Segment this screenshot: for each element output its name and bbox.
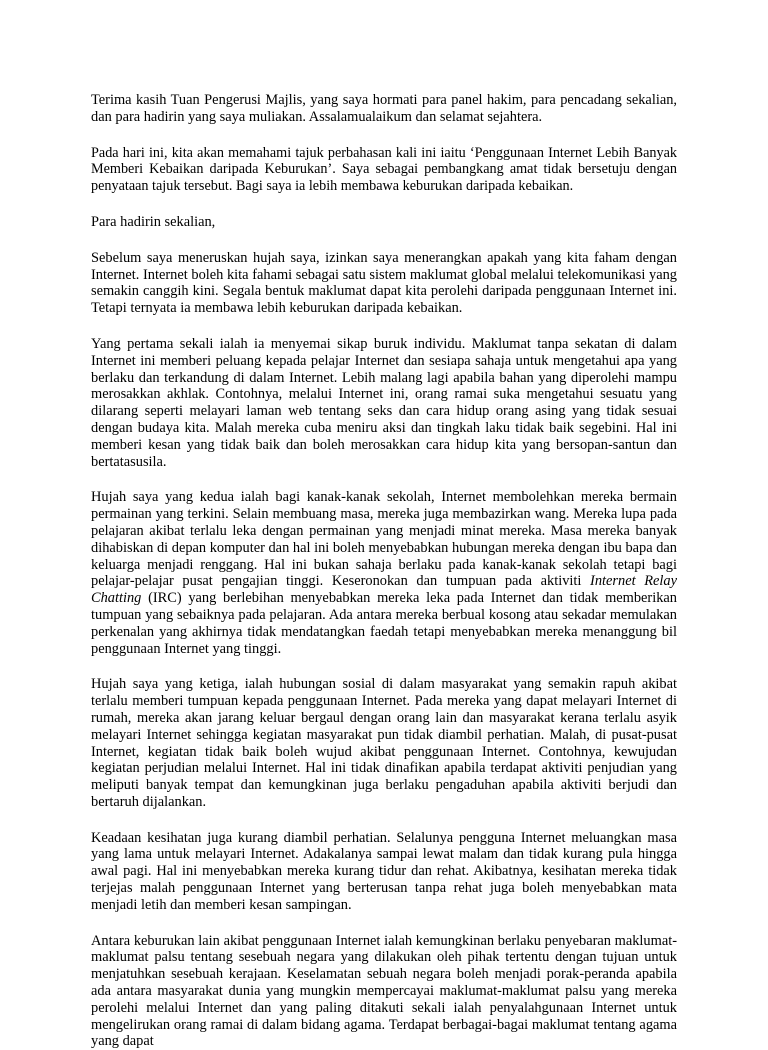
paragraph-address: Para hadirin sekalian, bbox=[91, 213, 216, 230]
paragraph-first-argument: Yang pertama sekali ialah ia menyemai sikap buruk individu. Maklumat tanpa sekatan di dalam Internet ini memberi peluang kepada pelajar Internet dan sesiapa sahaja untuk mengetahui apa yang berlaku dan terkandung di dalam Internet. Lebih malang lagi apabila bahan yang diperolehi mampu merosakkan akhlak. Contohnya, melalui Internet ini, orang ramai suka mengetahui sesuatu yang dilarang seperti melayari laman web tentang seks dan cara hidup orang asing yang tidak sesuai dengan budaya kita. Malah mereka cuba meniru aksi dan tingkah laku tidak baik segebini. Hal ini memberi kesan yang tidak baik dan boleh merosakkan cara hidup kita yang bersopan-santun dan bertatasusila. bbox=[91, 335, 677, 470]
document-body bbox=[91, 92, 677, 1050]
irc-italic-term: Internet Relay Chatting bbox=[91, 573, 677, 607]
paragraph-third-argument: Hujah saya yang ketiga, ialah hubungan sosial di dalam masyarakat yang semakin rapuh akibat terlalu memberi tumpuan kepada penggunaan Internet. Pada mereka yang dapat melayari Internet di rumah, mereka akan jarang keluar bergaul dengan orang lain dan masyarakat kerana terlalu asyik melayari Internet sehingga kegiatan masyarakat pun tidak diambil perhatian. Malah, di pusat-pusat Internet, kegiatan tidak baik boleh wujud akibat penggunaan Internet. Contohnya, kewujudan kegiatan perjudian melalui Internet. Hal ini tidak dinafikan apabila terdapat aktiviti penjudian yang meliputi banyak tempat dan kemungkinan juga berlaku pengaduhan apabila aktiviti berjudi dan bertaruh dijalankan. bbox=[91, 676, 677, 810]
paragraph-health: Keadaan kesihatan juga kurang diambil perhatian. Selalunya pengguna Internet meluangkan masa yang lama untuk melayari Internet. Adakalanya sampai lewat malam dan tidak kurang pula hingga awal pagi. Hal ini menyebabkan mereka kurang tidur dan rehat. Akibatnya, kesihatan mereka tidak terjejas malah penggunaan Internet yang berterusan tanpa rehat juga boleh menyebabkan mata menjadi letih dan memberi kesan sampingan. bbox=[91, 829, 677, 913]
paragraph-greeting: Terima kasih Tuan Pengerusi Majlis, yang saya hormati para panel hakim, para pencadang sekalian, dan para hadirin yang saya muliakan. Assalamualaikum dan selamat sejahtera. bbox=[91, 92, 677, 125]
paragraph-second-argument bbox=[91, 489, 677, 657]
paragraph-false-information: Antara keburukan lain akibat penggunaan Internet ialah kemungkinan berlaku penyebaran maklumat-maklumat palsu tentang sesebuah negara yang dilakukan oleh pihak tertentu dengan tujuan untuk menjatuhkan sesebuah kerajaan. Keselamatan sebuah negara boleh menjadi porak-peranda apabila ada antara masyarakat dunia yang mungkin mempercayai maklumat-maklumat palsu yang mereka perolehi melalui Internet dan yang paling ditakuti sekali ialah penyalahgunaan Internet untuk mengelirukan orang ramai di dalam bidang agama. Terdapat berbagai-bagai maklumat tentang agama yang dapat bbox=[91, 932, 677, 1050]
paragraph-motion: Pada hari ini, kita akan memahami tajuk perbahasan kali ini iaitu ‘Penggunaan Internet Lebih Banyak Memberi Kebaikan daripada Keburukan’. Saya sebagai pembangkang amat tidak bersetuju dengan penyataan tajuk tersebut. Bagi saya ia lebih membawa keburukan daripada kebaikan. bbox=[91, 144, 677, 195]
paragraph-introduction: Sebelum saya meneruskan hujah saya, izinkan saya menerangkan apakah yang kita faham dengan Internet. Internet boleh kita fahami sebagai satu sistem maklumat global melalui telekomunikasi yang semakin canggih kini. Segala bentuk maklumat dapat kita perolehi daripada penggunaan Internet ini. Tetapi ternyata ia membawa lebih keburukan daripada kebaikan. bbox=[91, 249, 677, 317]
paragraph-second-argument-text-2: (IRC) yang berlebihan menyebabkan mereka leka pada Internet dan tidak memberikan tumpuan yang sebaiknya pada pelajaran. Ada antara mereka berbual kosong atau sekadar memulakan perkenalan yang akhirnya tidak mendatangkan faedah tetapi menyebabkan mereka menanggung bil penggunaan Internet yang tinggi. bbox=[91, 590, 677, 657]
paragraph-second-argument-text-1: Hujah saya yang kedua ialah bagi kanak-kanak sekolah, Internet membolehkan mereka bermain permainan yang terkini. Selain membuang masa, mereka juga membazirkan wang. Mereka lupa pada pelajaran akibat terlalu leka dengan permainan yang menjadi minat mereka. Masa mereka banyak dihabiskan di depan komputer dan hal ini boleh menyebabkan hubungan mereka dengan ibu bapa dan keluarga menjadi renggang. Hal ini bukan sahaja berlaku pada kanak-kanak sekolah tetapi bagi pelajar-pelajar pusat pengajian tinggi. Keseronokan dan tumpuan pada aktiviti bbox=[91, 489, 677, 590]
